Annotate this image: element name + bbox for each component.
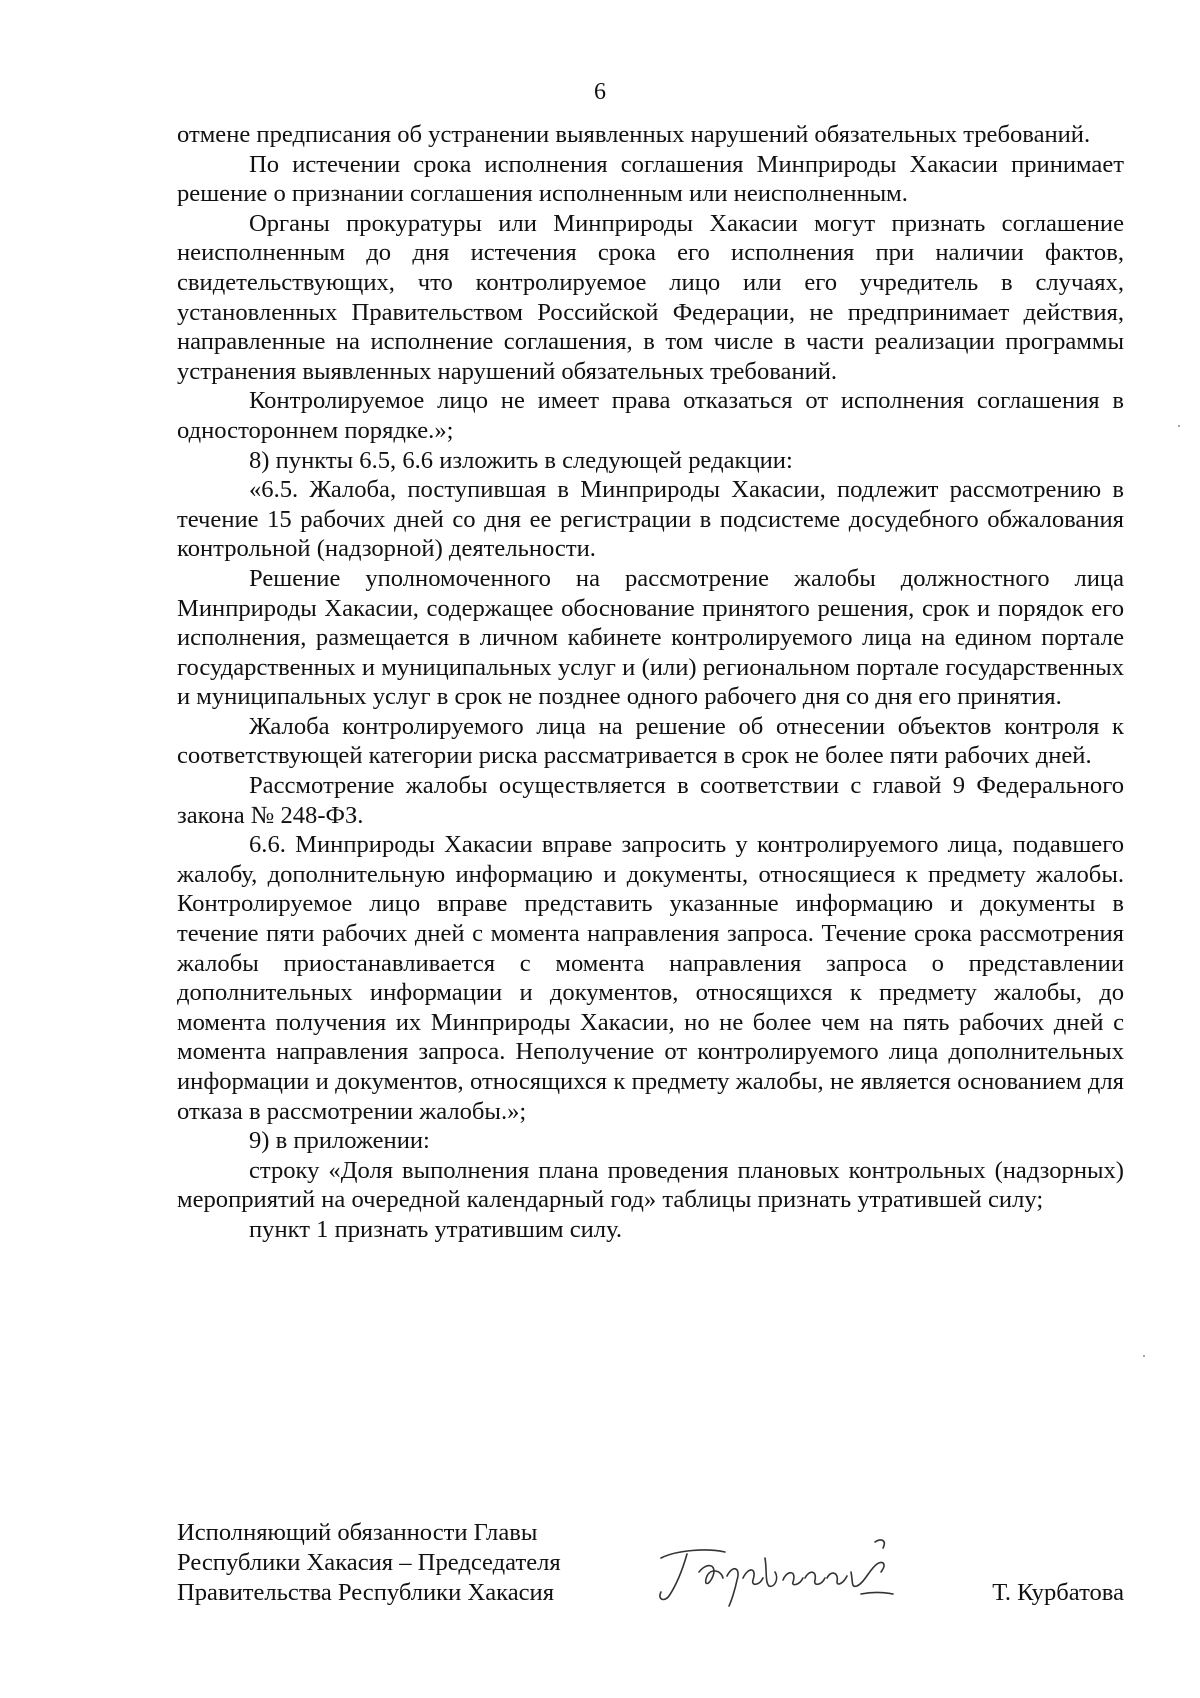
signature-block xyxy=(177,1518,1124,1628)
paragraph: Решение уполномоченного на рассмотрение жалобы должностного лица Минприроды Хакасии, содержащее обоснование принятого решения, срок и порядок его исполнения, размещается в личном кабинете контролируемого лица на едином портале государственных и муниципальных услуг и (или) региональном портале государственных и муниципальных услуг в срок не позднее одного рабочего дня со дня его принятия. xyxy=(177,564,1124,711)
scan-artifact xyxy=(1178,425,1180,427)
paragraph: Органы прокуратуры или Минприроды Хакасии могут признать соглашение неисполненным до дня истечения срока его исполнения при наличии фактов, свидетельствующих, что контролируемое лицо или его учредитель в случаях, установленных Правительством Российской Федерации, не предпринимает действия, направленные на исполнение соглашения, в том числе в части реализации программы устранения выявленных нарушений обязательных требований. xyxy=(177,209,1124,385)
scan-artifact xyxy=(1143,1355,1145,1357)
paragraph-continuation: отмене предписания об устранении выявленных нарушений обязательных требований. xyxy=(177,121,1091,148)
page-number: 6 xyxy=(594,79,606,105)
paragraph: Жалоба контролируемого лица на решение об отнесении объектов контроля к соответствующей категории риска рассматривается в срок не более пяти рабочих дней. xyxy=(177,712,1124,770)
paragraph: 8) пункты 6.5, 6.6 изложить в следующей редакции: xyxy=(249,446,793,474)
paragraph: строку «Доля выполнения плана проведения плановых контрольных (надзорных) мероприятий на очередной календарный год» таблицы признать утратившей силу; xyxy=(177,1156,1124,1214)
document-body xyxy=(177,120,1124,1245)
paragraph: 9) в приложении: xyxy=(249,1127,430,1155)
paragraph: По истечении срока исполнения соглашения Минприроды Хакасии принимает решение о признании соглашения исполненным или неисполненным. xyxy=(177,150,1124,208)
paragraph: 6.6. Минприроды Хакасии вправе запросить у контролируемого лица, подавшего жалобу, дополнительную информацию и документы, относящиеся к предмету жалобы. Контролируемое лицо вправе представить указанные информацию и документы в течение пяти рабочих дней с момента направления запроса. Течение срока рассмотрения жалобы приостанавливается с момента направления запроса о представлении дополнительных информации и документов, относящихся к предмету жалобы, до момента получения их Минприроды Хакасии, но не более чем на пять рабочих дней с момента направления запроса. Неполучение от контролируемого лица дополнительных информации и документов, относящихся к предмету жалобы, не является основанием для отказа в рассмотрении жалобы.»; xyxy=(177,831,1124,1125)
signer-name: Т. Курбатова xyxy=(992,1579,1124,1606)
signer-title-line: Республики Хакасия – Председателя xyxy=(177,1549,561,1576)
paragraph: пункт 1 признать утратившим силу. xyxy=(249,1215,623,1243)
signer-title xyxy=(177,1518,637,1608)
paragraph: «6.5. Жалоба, поступившая в Минприроды Хакасии, подлежит рассмотрению в течение 15 рабочих дней со дня ее регистрации в подсистеме досудебного обжалования контрольной (надзорной) деятельности. xyxy=(177,476,1124,563)
handwritten-signature-icon xyxy=(647,1528,907,1608)
signer-title-line: Исполняющий обязанности Главы xyxy=(177,1519,538,1546)
signer-title-line: Правительства Республики Хакасия xyxy=(177,1579,554,1606)
paragraph: Рассмотрение жалобы осуществляется в соответствии с главой 9 Федерального закона № 248-ФЗ. xyxy=(177,772,1124,829)
paragraph: Контролируемое лицо не имеет права отказаться от исполнения соглашения в одностороннем порядке.»; xyxy=(177,387,1124,444)
